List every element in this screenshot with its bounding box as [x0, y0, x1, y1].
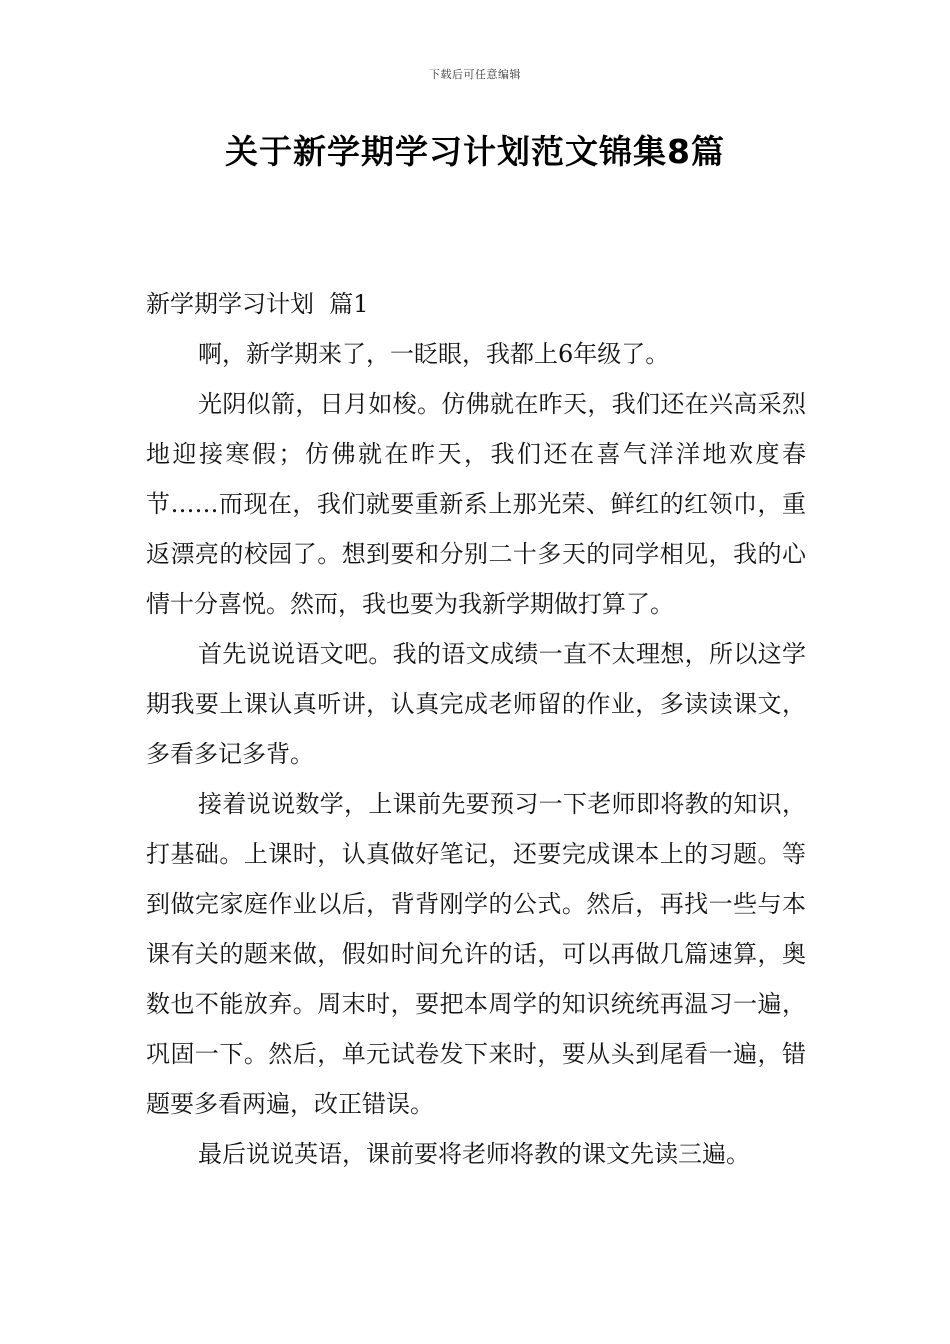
paragraph: 最后说说英语，课前要将老师将教的课文先读三遍。 [198, 1140, 750, 1168]
document-body [146, 279, 806, 1179]
paragraph: 光阴似箭，日月如梭。仿佛就在昨天，我们还在兴高采烈地迎接寒假；仿佛就在昨天，我们还在喜气洋洋地欢度春节……而现在，我们就要重新系上那光荣、鲜红的红领巾，重返漂亮的校园了。想到要和分别二十多天的同学相见，我的心情十分喜悦。然而，我也要为我新学期做打算了。 [146, 390, 806, 618]
header-note: 下载后可任意编辑 [429, 68, 521, 81]
document-title: 关于新学期学习计划范文锦集8篇 [225, 132, 725, 171]
paragraph: 接着说说数学，上课前先要预习一下老师即将教的知识，打基础。上课时，认真做好笔记，还要完成课本上的习题。等到做完家庭作业以后，背背刚学的公式。然后，再找一些与本课有关的题来做，假如时间允许的话，可以再做几篇速算，奥数也不能放弃。周末时，要把本周学的知识统统再温习一遍，巩固一下。然后，单元试卷发下来时，要从头到尾看一遍，错题要多看两遍，改正错误。 [146, 790, 806, 1118]
paragraph: 首先说说语文吧。我的语文成绩一直不太理想，所以这学期我要上课认真听讲，认真完成老师留的作业，多读读课文，多看多记多背。 [146, 640, 806, 768]
section-heading: 新学期学习计划 篇1 [146, 290, 369, 318]
paragraph: 啊，新学期来了，一眨眼，我都上6年级了。 [198, 340, 670, 368]
